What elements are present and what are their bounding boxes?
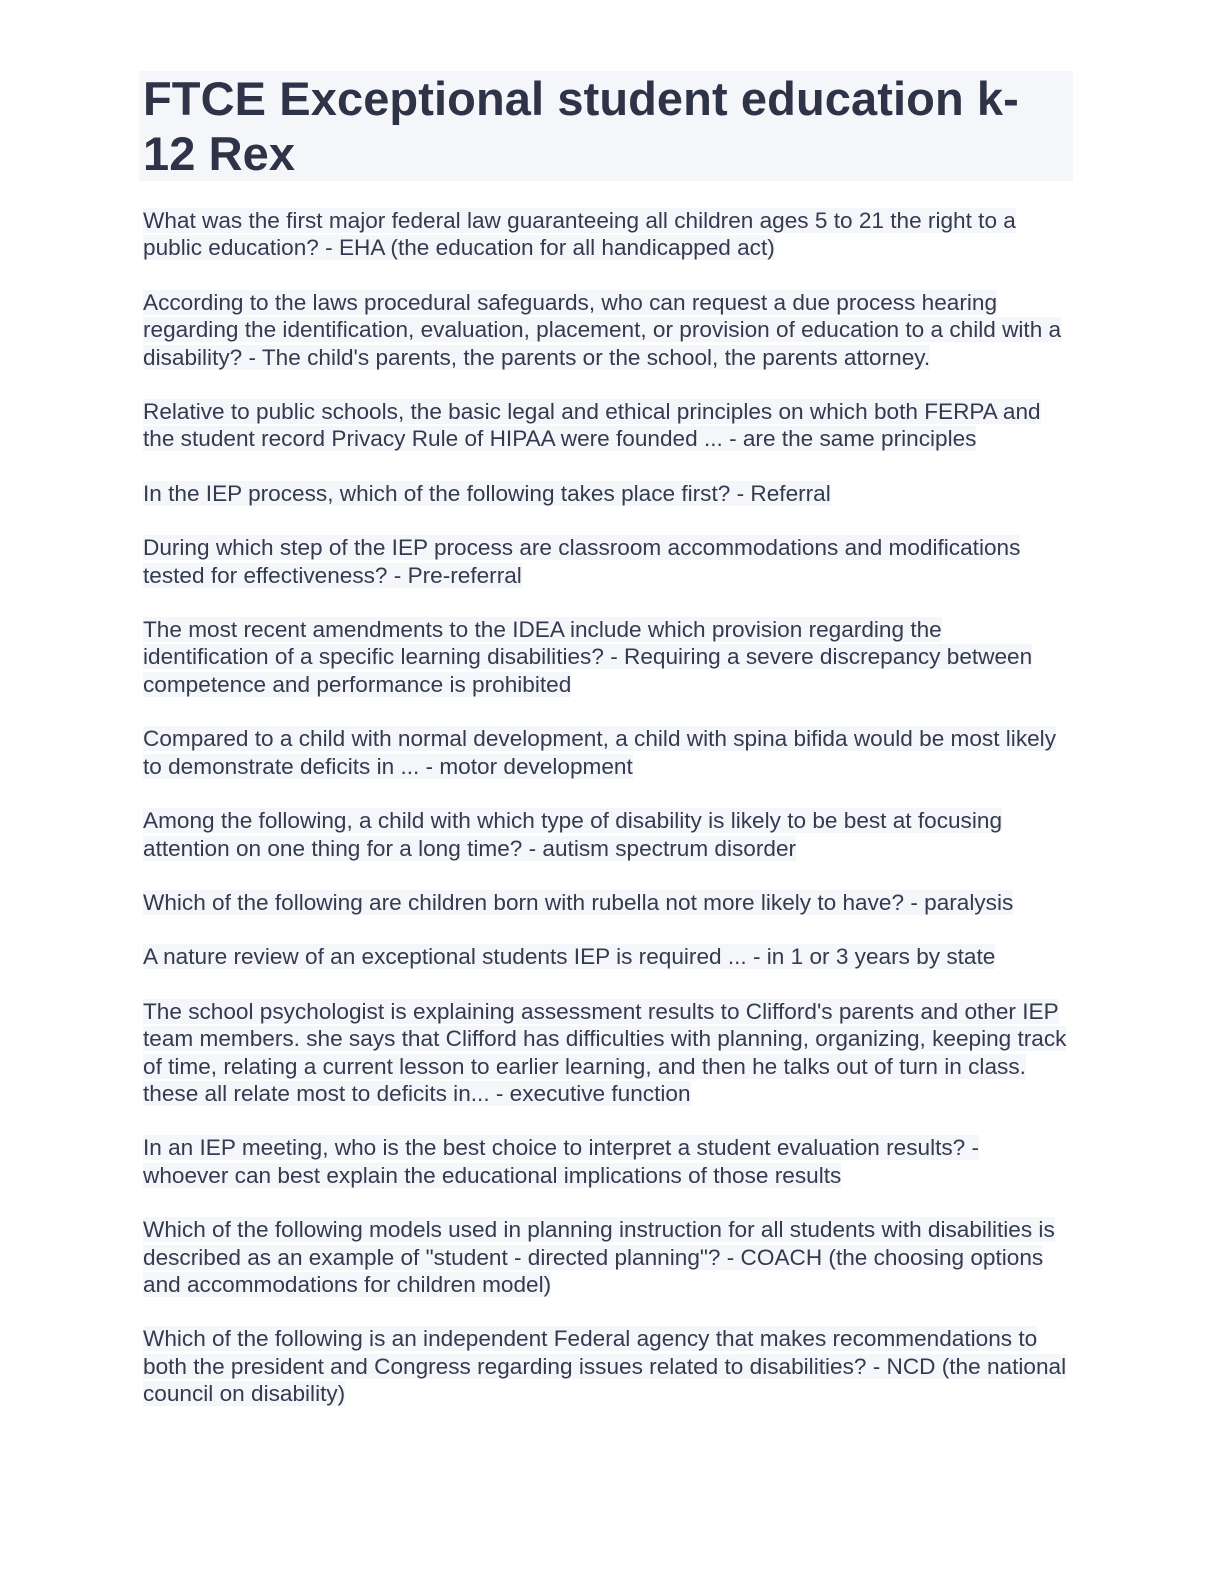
question-text: What was the first major federal law guaranteeing all children ages 5 to 21 the right to a public education? - EHA (the education for all handicapped act) (143, 208, 1016, 261)
question-text: According to the laws procedural safeguards, who can request a due process hearing regarding the identification, evaluation, placement, or provision of education to a child with a disability? - The child's parents, the parents or the school, the parents attorney. (143, 289, 1062, 370)
question-item (139, 889, 1073, 916)
question-text: Which of the following are children born with rubella not more likely to have? - paralysis (143, 889, 1014, 915)
question-item (139, 289, 1073, 371)
question-text: Relative to public schools, the basic legal and ethical principles on which both FERPA and the student record Privacy Rule of HIPAA were founded ... - are the same principles (143, 399, 1041, 452)
question-text: In an IEP meeting, who is the best choice to interpret a student evaluation results? - whoever can best explain the educational implications of those results (143, 1135, 980, 1188)
question-item (139, 943, 1073, 970)
question-item (139, 725, 1073, 780)
question-text: A nature review of an exceptional students IEP is required ... - in 1 or 3 years by state (143, 944, 996, 970)
question-item (139, 1216, 1073, 1298)
question-item (139, 616, 1073, 698)
question-item (139, 534, 1073, 589)
question-list (139, 207, 1073, 1408)
question-item (139, 998, 1073, 1108)
question-item (139, 207, 1073, 262)
question-text: Compared to a child with normal development, a child with spina bifida would be most likely to demonstrate deficits in ... - motor development (143, 726, 1056, 779)
question-item (139, 1325, 1073, 1407)
title-block (139, 71, 1073, 181)
question-text: Which of the following is an independent Federal agency that makes recommendations to both the president and Congress regarding issues related to disabilities? - NCD (the national council on disability) (143, 1326, 1067, 1407)
question-text: Which of the following models used in planning instruction for all students with disabilities is described as an example of "student - directed planning"? - COACH (the choosing options and accommodations for children model) (143, 1217, 1055, 1297)
question-item (139, 1134, 1073, 1189)
question-text: In the IEP process, which of the following takes place first? - Referral (143, 480, 831, 506)
document-page (139, 71, 1073, 1435)
page-title: FTCE Exceptional student education k-12 Rex (143, 72, 1019, 180)
question-text: The school psychologist is explaining assessment results to Clifford's parents and other IEP team members. she says that Clifford has difficulties with planning, organizing, keeping track of time, relating a current lesson to earlier learning, and then he talks out of turn in class. these all relate most to deficits in... - executive function (143, 998, 1067, 1106)
question-text: The most recent amendments to the IDEA include which provision regarding the identification of a specific learning disabilities? - Requiring a severe discrepancy between competence and performance is prohibited (143, 617, 1033, 697)
question-item (139, 480, 1073, 507)
question-item (139, 807, 1073, 862)
question-text: During which step of the IEP process are classroom accommodations and modifications tested for effectiveness? - Pre-referral (143, 535, 1021, 588)
question-text: Among the following, a child with which type of disability is likely to be best at focusing attention on one thing for a long time? - autism spectrum disorder (143, 808, 1003, 861)
question-item (139, 398, 1073, 453)
